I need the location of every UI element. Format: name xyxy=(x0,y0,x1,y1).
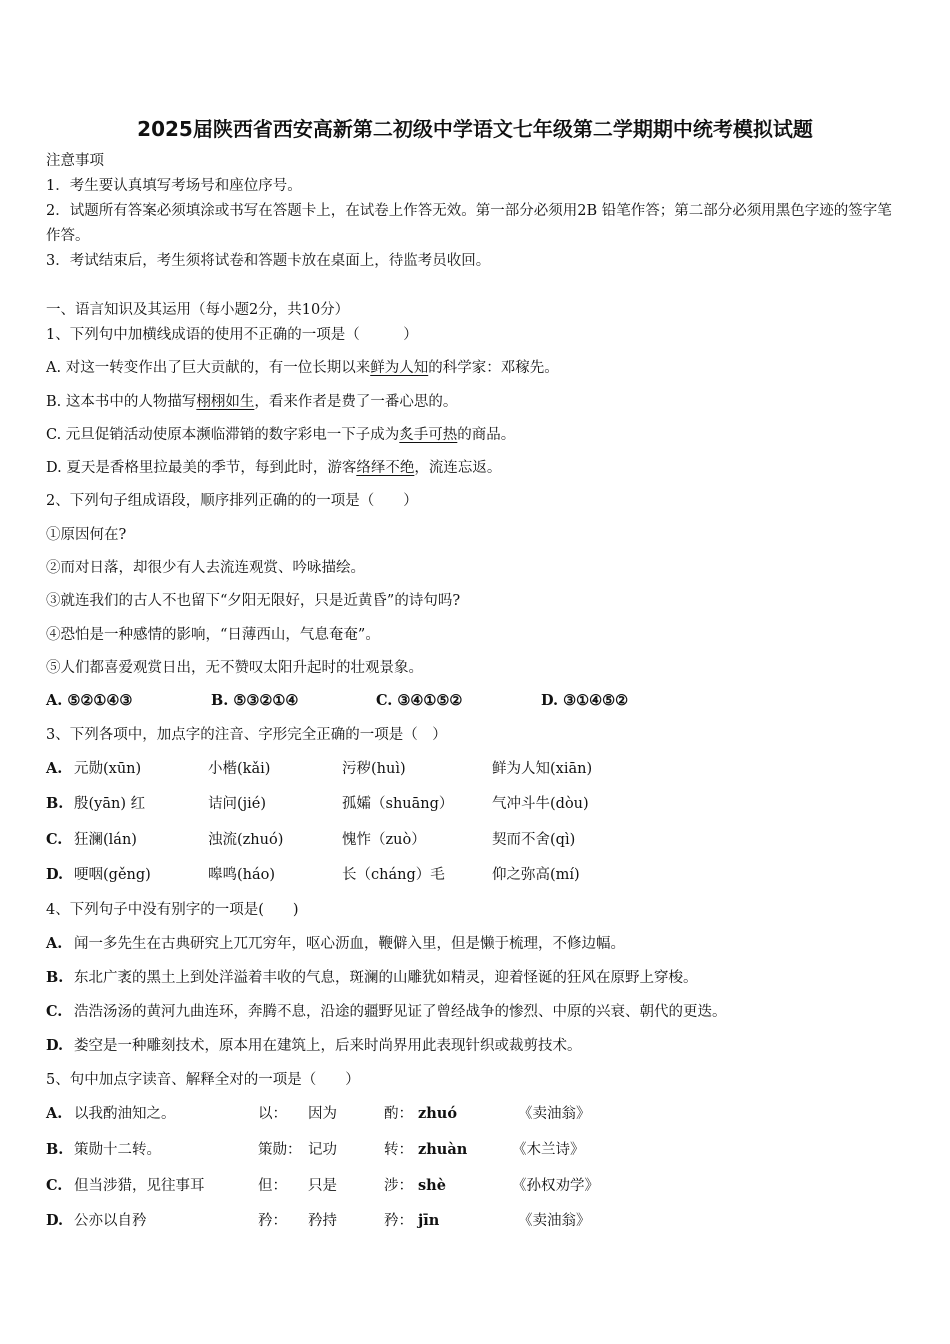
pinyin: zhuàn xyxy=(418,1141,468,1158)
row-label: B. xyxy=(46,795,64,812)
option-text: ，流连忘返。 xyxy=(414,460,502,476)
q2-option-d: D. ③①④⑤② xyxy=(541,692,629,709)
q3-stem: 3、下列各项中，加点字的注音、字形完全正确的一项是（ ） xyxy=(46,727,447,743)
row-label: D. xyxy=(46,1212,64,1229)
q1-option-a xyxy=(46,358,559,378)
row-label: D. xyxy=(46,866,64,883)
q3-row-a xyxy=(46,759,906,781)
choice-word: 气冲斗牛(dòu) xyxy=(492,796,589,812)
q5-stem: 5、句中加点字读音、解释全对的一项是（ ） xyxy=(46,1072,360,1088)
q2-sentence-3: ③就连我们的古人不也留下“夕阳无限好，只是近黄昏”的诗句吗? xyxy=(46,593,461,609)
section-heading: 一、语言知识及其运用（每小题2分，共10分） xyxy=(46,302,350,318)
q2-options xyxy=(46,691,906,713)
sentence: 公亦以自矜 xyxy=(74,1213,147,1229)
word: 以： xyxy=(258,1106,287,1122)
choice-word: 诘问(jié) xyxy=(208,796,267,812)
choice-word: 狂澜(lán) xyxy=(74,832,137,848)
choice-word: 污秽(huì) xyxy=(342,761,406,777)
choice-word: 哽咽(gěng) xyxy=(74,867,151,883)
source: 《孙权劝学》 xyxy=(512,1178,599,1194)
page-title: 2025届陕西省西安高新第二初级中学语文七年级第二学期期中统考模拟试题 xyxy=(137,117,813,141)
q2-stem: 2、下列句子组成语段，顺序排列正确的的一项是（ ） xyxy=(46,493,418,509)
q3-row-c xyxy=(46,830,906,852)
choice-word: 嗥鸣(háo) xyxy=(208,867,276,883)
option-label: D. xyxy=(46,1037,64,1054)
read-char: 涉： xyxy=(384,1178,413,1194)
source: 《木兰诗》 xyxy=(512,1142,585,1158)
row-label: B. xyxy=(46,1141,64,1158)
q5-row-c xyxy=(46,1176,906,1198)
meaning: 记功 xyxy=(308,1142,337,1158)
pinyin: zhuó xyxy=(418,1105,457,1122)
q2-option-b: B. ⑤③②①④ xyxy=(211,692,299,709)
q2-sentence-5: ⑤人们都喜爱观赏日出，无不赞叹太阳升起时的壮观景象。 xyxy=(46,660,423,676)
underlined-idiom: 络绎不绝 xyxy=(356,460,415,476)
q2-option-a: A. ⑤②①④③ xyxy=(46,692,133,709)
pinyin: shè xyxy=(418,1177,446,1194)
notice-item-2: 2．试题所有答案必须填涂或书写在答题卡上，在试卷上作答无效。第一部分必须用2B 铅笔作答；第二部分必须用黑色字迹的签字笔作答。 xyxy=(46,203,892,244)
read-char: 酌： xyxy=(384,1106,413,1122)
q4-option-c xyxy=(46,1002,727,1022)
option-text: 闻一多先生在古典研究上兀兀穷年，呕心沥血，鞭僻入里，但是懒于梳理，不修边幅。 xyxy=(74,936,625,952)
q1-stem: 1、下列句中加横线成语的使用不正确的一项是（ ） xyxy=(46,327,418,343)
word: 但： xyxy=(258,1178,287,1194)
option-text: ，看来作者是费了一番心思的。 xyxy=(254,394,458,410)
row-label: A. xyxy=(46,1105,63,1122)
q5-row-b xyxy=(46,1140,906,1162)
word: 策勋： xyxy=(258,1142,302,1158)
option-text: 娄空是一种雕刻技术，原本用在建筑上，后来时尚界用此表现针织或裁剪技术。 xyxy=(74,1038,582,1054)
choice-word: 契而不舍(qì) xyxy=(492,832,576,848)
q1-option-c xyxy=(46,425,515,445)
meaning: 只是 xyxy=(308,1178,337,1194)
q5-row-d xyxy=(46,1211,906,1233)
q4-option-b xyxy=(46,968,698,988)
notice-item-3: 3．考试结束后，考生须将试卷和答题卡放在桌面上，待监考员收回。 xyxy=(46,253,491,269)
q2-sentence-1: ①原因何在? xyxy=(46,527,127,543)
option-text: D. 夏天是香格里拉最美的季节，每到此时，游客 xyxy=(46,460,357,476)
choice-word: 浊流(zhuó) xyxy=(208,832,284,848)
sentence: 以我酌油知之。 xyxy=(74,1106,176,1122)
source: 《卖油翁》 xyxy=(518,1106,591,1122)
pinyin: jīn xyxy=(418,1212,440,1229)
q5-row-a xyxy=(46,1104,906,1126)
underlined-idiom: 鲜为人知 xyxy=(370,360,429,376)
meaning: 因为 xyxy=(308,1106,337,1122)
option-text: A. 对这一转变作出了巨大贡献的，有一位长期以来 xyxy=(46,360,371,376)
notice-item-1: 1．考生要认真填写考场号和座位序号。 xyxy=(46,178,302,194)
sentence: 策勋十二转。 xyxy=(74,1142,161,1158)
option-text: B. 这本书中的人物描写 xyxy=(46,394,197,410)
read-char: 矜： xyxy=(384,1213,413,1229)
choice-word: 殷(yān) 红 xyxy=(74,796,146,812)
q2-option-c: C. ③④①⑤② xyxy=(376,692,463,709)
q1-option-d xyxy=(46,458,501,478)
option-label: C. xyxy=(46,1003,63,1020)
option-text: 的科学家：邓稼先。 xyxy=(428,360,559,376)
choice-word: 愧怍（zuò） xyxy=(342,832,426,848)
choice-word: 小楷(kǎi) xyxy=(208,761,271,777)
row-label: C. xyxy=(46,1177,63,1194)
choice-word: 鲜为人知(xiān) xyxy=(492,761,593,777)
q1-option-b xyxy=(46,392,457,412)
option-text: C. 元旦促销活动使原本濒临滞销的数字彩电一下子成为 xyxy=(46,427,400,443)
option-text: 的商品。 xyxy=(457,427,516,443)
q3-row-b xyxy=(46,794,906,816)
option-text: 浩浩汤汤的黄河九曲连环，奔腾不息，沿途的疆野见证了曾经战争的惨烈、中原的兴衰、朝代的更迭。 xyxy=(74,1004,727,1020)
word: 矜： xyxy=(258,1213,287,1229)
meaning: 矜持 xyxy=(308,1213,337,1229)
row-label: A. xyxy=(46,760,63,777)
q4-option-a xyxy=(46,934,625,954)
q2-sentence-4: ④恐怕是一种感情的影响，“日薄西山，气息奄奄”。 xyxy=(46,627,380,643)
q4-option-d xyxy=(46,1036,582,1056)
row-label: C. xyxy=(46,831,63,848)
choice-word: 孤孀（shuāng） xyxy=(342,796,454,812)
option-text: 东北广袤的黑土上到处洋溢着丰收的气息，斑澜的山雕犹如精灵，迎着怪诞的狂风在原野上穿梭。 xyxy=(74,970,698,986)
underlined-idiom: 栩栩如生 xyxy=(196,394,255,410)
choice-word: 元勋(xūn) xyxy=(74,761,142,777)
q3-row-d xyxy=(46,865,906,887)
choice-word: 长（cháng）毛 xyxy=(342,867,445,883)
q2-sentence-2: ②而对日落，却很少有人去流连观赏、吟咏描绘。 xyxy=(46,560,365,576)
source: 《卖油翁》 xyxy=(518,1213,591,1229)
choice-word: 仰之弥高(mí) xyxy=(492,867,580,883)
sentence: 但当涉猎，见往事耳 xyxy=(74,1178,205,1194)
option-label: B. xyxy=(46,969,64,986)
q4-stem: 4、下列句子中没有别字的一项是( ) xyxy=(46,902,299,918)
read-char: 转： xyxy=(384,1142,413,1158)
option-label: A. xyxy=(46,935,63,952)
notice-heading: 注意事项 xyxy=(46,153,104,169)
underlined-idiom: 炙手可热 xyxy=(399,427,458,443)
